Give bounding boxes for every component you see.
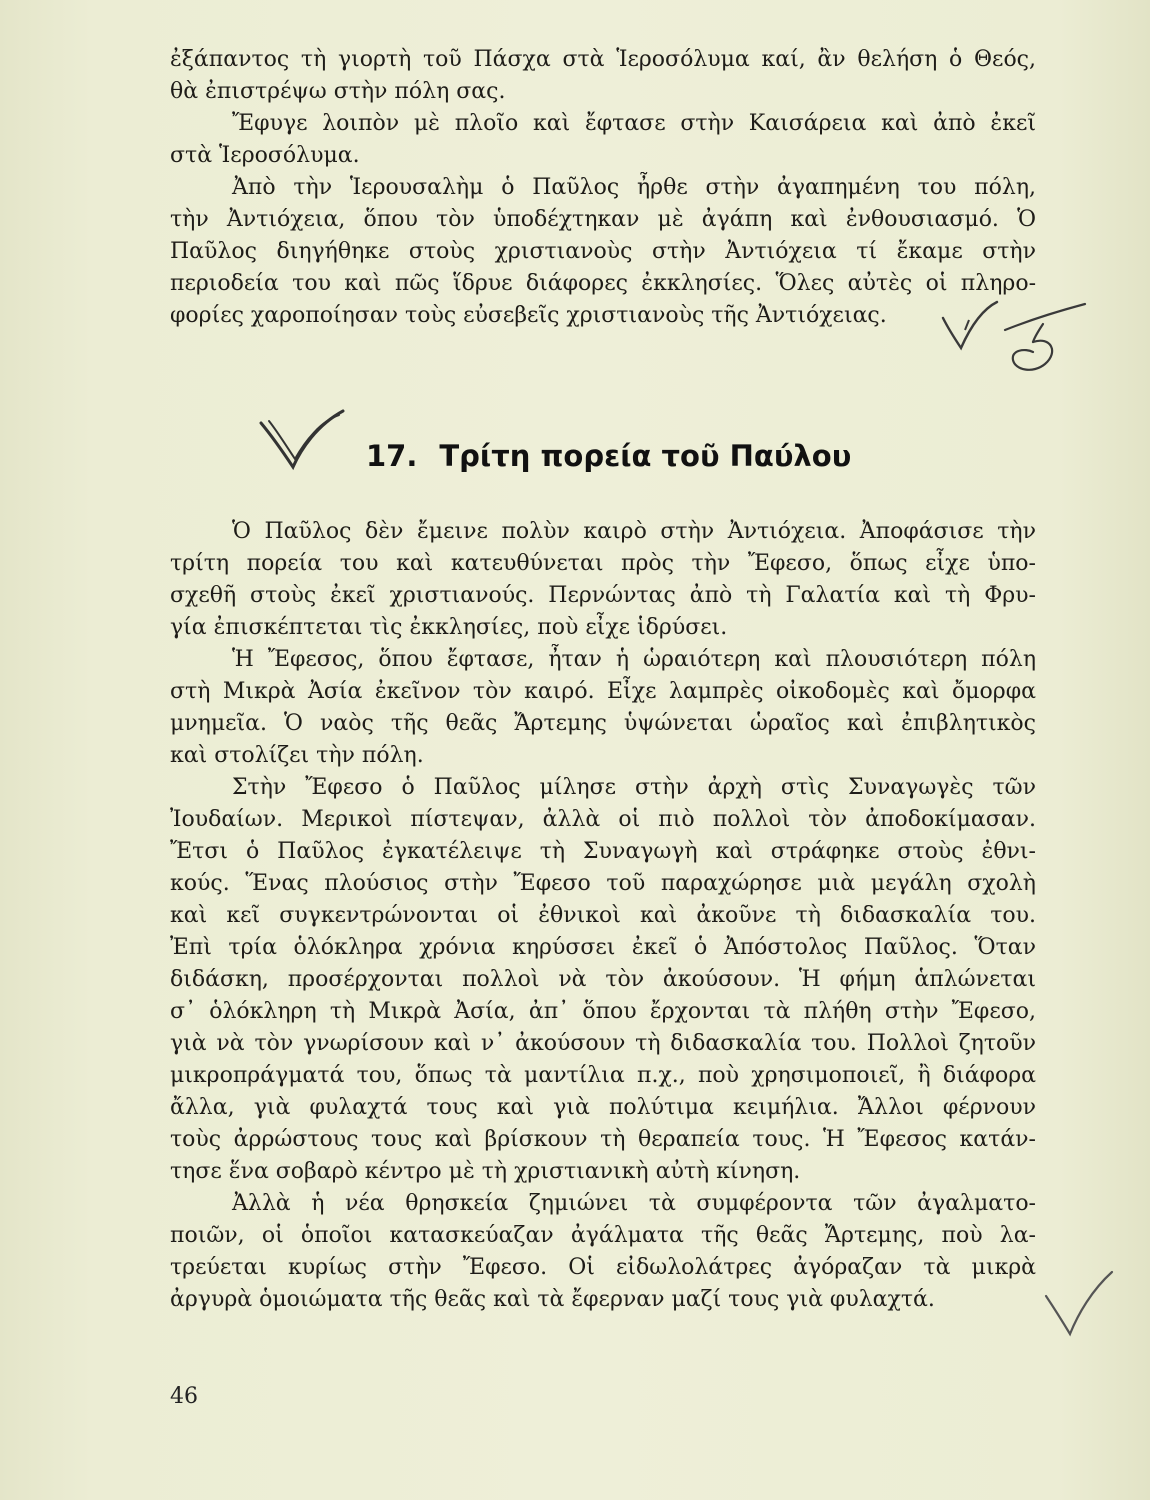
text-line: περιοδεία του καὶ πῶς ἵδρυε διάφορες ἐκκλησίες. Ὅλες αὐτὲς οἱ πληρο- [170, 271, 1036, 296]
page-number: 46 [170, 1384, 198, 1409]
text-line: τὴν Ἀντιόχεια, ὅπου τὸν ὑποδέχτηκαν μὲ ἀγάπη καὶ ἐνθουσιασμό. Ὁ [170, 207, 1036, 232]
text-line: ἄλλα, γιὰ φυλαχτά τους καὶ γιὰ πολύτιμα κειμήλια. Ἄλλοι φέρνουν [170, 1095, 1036, 1120]
text-line: σχεθῆ στοὺς ἐκεῖ χριστιανούς. Περνώντας ἀπὸ τὴ Γαλατία καὶ τὴ Φρυ- [170, 583, 1036, 608]
text-line: Ἰουδαίων. Μερικοὶ πίστεψαν, ἀλλὰ οἱ πιὸ πολλοὶ τὸν ἀποδοκίμασαν. [170, 807, 1036, 832]
text-line: ποιῶν, οἱ ὁποῖοι κατασκεύαζαν ἀγάλματα τῆς θεᾶς Ἄρτεμης, ποὺ λα- [170, 1223, 1036, 1248]
text-line: στὴ Μικρὰ Ἀσία ἐκεῖνον τὸν καιρό. Εἶχε λαμπρὲς οἰκοδομὲς καὶ ὄμορφα [170, 679, 1036, 704]
continuation-text [170, 44, 1036, 332]
section-number: 17. [366, 439, 418, 473]
section-heading [366, 436, 851, 476]
handwritten-check-mark [255, 405, 350, 475]
section-title: Τρίτη πορεία τοῦ Παύλου [439, 439, 852, 473]
text-line: ἐξάπαντος τὴ γιορτὴ τοῦ Πάσχα στὰ Ἱεροσόλυμα καί, ἂν θελήση ὁ Θεός, [170, 47, 1036, 72]
handwritten-grade-mark [935, 290, 1095, 400]
text-line: καὶ στολίζει τὴν πόλη. [170, 743, 424, 768]
handwritten-margin-check [1040, 1262, 1120, 1342]
text-line: Ἡ Ἔφεσος, ὅπου ἔφτασε, ἦταν ἡ ὡραιότερη καὶ πλουσιότερη πόλη [232, 647, 1036, 672]
text-line: θὰ ἐπιστρέψω στὴν πόλη σας. [170, 79, 506, 104]
text-line: Ὁ Παῦλος δὲν ἔμεινε πολὺν καιρὸ στὴν Ἀντιόχεια. Ἀποφάσισε τὴν [232, 519, 1036, 544]
text-line: Παῦλος διηγήθηκε στοὺς χριστιανοὺς στὴν Ἀντιόχεια τί ἔκαμε στὴν [170, 239, 1036, 264]
text-line: κούς. Ἕνας πλούσιος στὴν Ἔφεσο τοῦ παραχώρησε μιὰ μεγάλη σχολὴ [170, 871, 1036, 896]
text-line: Ἔφυγε λοιπὸν μὲ πλοῖο καὶ ἔφτασε στὴν Καισάρεια καὶ ἀπὸ ἐκεῖ [232, 111, 1036, 136]
text-line: ἀργυρὰ ὁμοιώματα τῆς θεᾶς καὶ τὰ ἔφερναν μαζί τους γιὰ φυλαχτά. [170, 1287, 935, 1312]
text-line: Ἔτσι ὁ Παῦλος ἐγκατέλειψε τὴ Συναγωγὴ καὶ στράφηκε στοὺς ἐθνι- [170, 839, 1036, 864]
text-line: σ᾽ ὁλόκληρη τὴ Μικρὰ Ἀσία, ἀπ᾽ ὅπου ἔρχονται τὰ πλήθη στὴν Ἔφεσο, [170, 999, 1036, 1024]
text-line: γία ἐπισκέπτεται τὶς ἐκκλησίες, ποὺ εἶχε ἱδρύσει. [170, 615, 728, 640]
text-line: τοὺς ἀρρώστους τους καὶ βρίσκουν τὴ θεραπεία τους. Ἡ Ἔφεσος κατάν- [170, 1127, 1036, 1152]
text-line: μικροπράγματά του, ὅπως τὰ μαντίλια π.χ., ποὺ χρησιμοποιεῖ, ἢ διάφορα [170, 1063, 1036, 1088]
text-line: καὶ κεῖ συγκεντρώνονται οἱ ἐθνικοὶ καὶ ἀκοῦνε τὴ διδασκαλία του. [170, 903, 1036, 928]
text-line: διδάσκη, προσέρχονται πολλοὶ νὰ τὸν ἀκούσουν. Ἡ φήμη ἁπλώνεται [170, 967, 1036, 992]
text-line: Ἀλλὰ ἡ νέα θρησκεία ζημιώνει τὰ συμφέροντα τῶν ἀγαλματο- [232, 1191, 1036, 1216]
text-line: τρεύεται κυρίως στὴν Ἔφεσο. Οἱ εἰδωλολάτρες ἀγόραζαν τὰ μικρὰ [170, 1255, 1036, 1280]
text-line: Στὴν Ἔφεσο ὁ Παῦλος μίλησε στὴν ἀρχὴ στὶς Συναγωγὲς τῶν [232, 775, 1036, 800]
text-line: τρίτη πορεία του καὶ κατευθύνεται πρὸς τὴν Ἔφεσο, ὅπως εἶχε ὑπο- [170, 551, 1036, 576]
text-line: φορίες χαροποίησαν τοὺς εὐσεβεῖς χριστιανοὺς τῆς Ἀντιόχειας. [170, 303, 887, 328]
text-line: τησε ἕνα σοβαρὸ κέντρο μὲ τὴ χριστιανικὴ αὐτὴ κίνηση. [170, 1159, 801, 1184]
text-line: Ἐπὶ τρία ὁλόκληρα χρόνια κηρύσσει ἐκεῖ ὁ Ἀπόστολος Παῦλος. Ὅταν [170, 935, 1036, 960]
text-line: στὰ Ἱεροσόλυμα. [170, 143, 360, 168]
text-line: μνημεῖα. Ὁ ναὸς τῆς θεᾶς Ἄρτεμης ὑψώνεται ὡραῖος καὶ ἐπιβλητικὸς [170, 711, 1036, 736]
section-body-text [170, 516, 1036, 1316]
text-line: Ἀπὸ τὴν Ἱερουσαλὴμ ὁ Παῦλος ἦρθε στὴν ἀγαπημένη του πόλη, [232, 175, 1036, 200]
text-line: γιὰ νὰ τὸν γνωρίσουν καὶ ν᾽ ἀκούσουν τὴ διδασκαλία του. Πολλοὶ ζητοῦν [170, 1031, 1036, 1056]
